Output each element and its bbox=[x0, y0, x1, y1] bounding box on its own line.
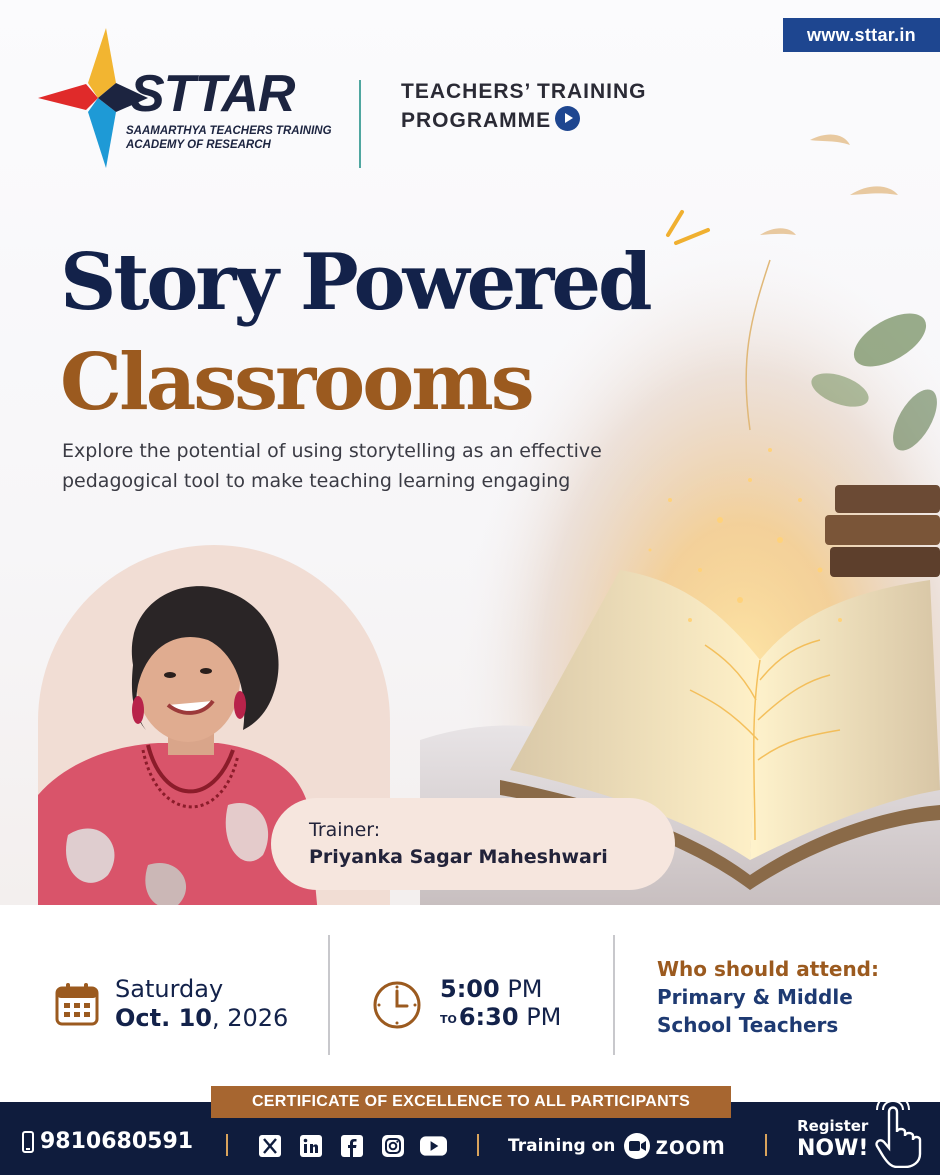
certificate-banner: CERTIFICATE OF EXCELLENCE TO ALL PARTICIPANTS bbox=[211, 1086, 731, 1118]
facebook-icon[interactable] bbox=[338, 1132, 365, 1159]
audience-info bbox=[657, 955, 917, 1039]
phone-contact[interactable] bbox=[22, 1129, 193, 1154]
linkedin-icon[interactable] bbox=[297, 1132, 324, 1159]
website-url[interactable]: www.sttar.in bbox=[783, 18, 940, 52]
register-now-button[interactable] bbox=[797, 1116, 868, 1162]
audience-value: Primary & Middle School Teachers bbox=[657, 985, 853, 1037]
trainer-name: Priyanka Sagar Maheshwari bbox=[309, 846, 608, 868]
training-on-label: Training on bbox=[508, 1135, 616, 1156]
title-line-2: Classrooms bbox=[60, 337, 532, 428]
phone-number: 9810680591 bbox=[40, 1129, 194, 1154]
event-time bbox=[372, 975, 561, 1034]
register-now-label: NOW! bbox=[797, 1136, 869, 1161]
youtube-icon[interactable] bbox=[420, 1132, 447, 1159]
register-label: Register bbox=[797, 1117, 869, 1135]
footer-divider bbox=[226, 1134, 228, 1156]
programme-label bbox=[401, 78, 647, 135]
header-divider bbox=[359, 80, 361, 168]
event-day: Saturday bbox=[115, 975, 224, 1003]
audience-label: Who should attend: bbox=[657, 957, 879, 981]
title-line-1: Story Powered bbox=[60, 237, 650, 328]
event-date bbox=[55, 975, 288, 1033]
calendar-icon bbox=[55, 982, 99, 1026]
trainer-label: Trainer: bbox=[309, 819, 381, 841]
training-platform bbox=[508, 1130, 725, 1161]
sttar-logo bbox=[38, 28, 338, 178]
x-twitter-icon[interactable] bbox=[256, 1132, 283, 1159]
phone-icon bbox=[22, 1131, 34, 1153]
time-end: TO6:30 PM bbox=[440, 1003, 562, 1031]
zoom-icon bbox=[623, 1132, 651, 1160]
info-divider bbox=[613, 935, 615, 1055]
book-illustration bbox=[420, 100, 940, 905]
event-info-bar bbox=[0, 905, 940, 1085]
footer-divider bbox=[765, 1134, 767, 1156]
info-divider bbox=[328, 935, 330, 1055]
hero-subtitle: Explore the potential of using storytelling as an effective pedagogical tool to make teaching learning engaging bbox=[62, 440, 602, 492]
programme-line-2: PROGRAMME bbox=[401, 106, 647, 135]
footer-divider bbox=[477, 1134, 479, 1156]
logo-subtitle: SAAMARTHYA TEACHERS TRAINING ACADEMY OF RESEARCH bbox=[126, 125, 332, 151]
time-start: 5:00 PM bbox=[440, 975, 543, 1003]
trainer-info bbox=[271, 798, 675, 890]
pointer-hand-icon[interactable] bbox=[873, 1090, 923, 1168]
instagram-icon[interactable] bbox=[379, 1132, 406, 1159]
clock-icon bbox=[372, 980, 422, 1030]
play-icon[interactable] bbox=[555, 106, 580, 131]
programme-line-1: TEACHERS’ TRAINING bbox=[401, 80, 647, 103]
social-links bbox=[256, 1132, 447, 1159]
event-full-date: Oct. 10, 2026 bbox=[115, 1004, 289, 1032]
zoom-wordmark: zoom bbox=[655, 1130, 726, 1160]
logo-wordmark: STTAR bbox=[130, 65, 295, 123]
